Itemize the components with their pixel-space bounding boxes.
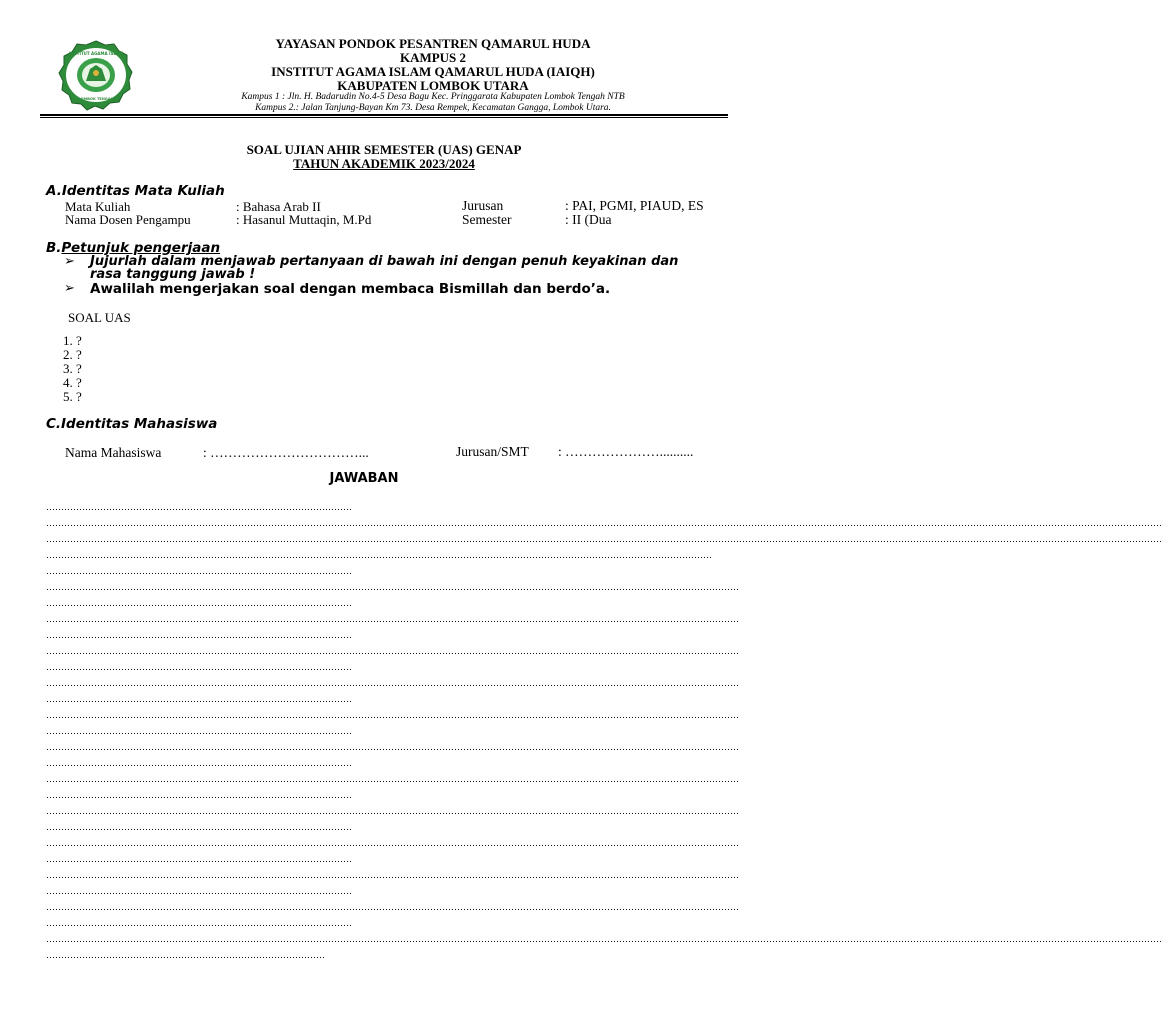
instruction-1-line-1: Jujurlah dalam menjawab pertanyaan di bawah ini dengan penuh keyakinan dan: [90, 254, 679, 269]
foundation-name: YAYASAN PONDOK PESANTREN QAMARUL HUDA: [275, 36, 591, 51]
lecturer-value: : Hasanul Muttaqin, M.Pd: [236, 212, 372, 227]
answer-line[interactable]: ……………………………………………………………………………………………………………………………………………………………………………………………………: [46, 550, 712, 560]
address-campus-2: Kampus 2.: Jalan Tanjung-Bayan Km 73. Desa Rempek, Kecamatan Gangga, Lombok Utara.: [255, 103, 611, 113]
question-item: 5. ?: [63, 389, 82, 404]
institute-logo: [48, 38, 144, 112]
answer-line[interactable]: …………………………………………………………………………………………: [46, 502, 352, 512]
institute-name: INSTITUT AGAMA ISLAM QAMARUL HUDA (IAIQH): [271, 64, 595, 79]
answer-line[interactable]: …………………………………………………………………………………………: [46, 822, 352, 832]
answer-line[interactable]: ……………………………………………………………………………………………………………………………………………………………………………………………………………: [46, 678, 739, 688]
section-c-heading: C.Identitas Mahasiswa: [46, 416, 218, 432]
question-item: 3. ?: [63, 361, 82, 376]
bullet-icon: ➢: [64, 254, 75, 269]
bullet-icon: ➢: [64, 281, 75, 296]
campus-name: KAMPUS 2: [399, 50, 467, 65]
semester-value: : II (Dua: [565, 212, 612, 227]
student-name-field[interactable]: : ……………………………...: [203, 445, 369, 460]
answer-line[interactable]: ……………………………………………………………………………………………………………………………………………………………………………………………………………: [46, 870, 739, 880]
section-a-heading: A.Identitas Mata Kuliah: [46, 183, 225, 199]
answer-line[interactable]: …………………………………………………………………………………………: [46, 694, 352, 704]
header-divider-thin: [40, 117, 728, 118]
lecturer-label: Nama Dosen Pengampu: [65, 212, 191, 227]
answer-line[interactable]: …………………………………………………………………………………………: [46, 630, 352, 640]
section-b-prefix: B.: [46, 240, 62, 256]
semester-label: Semester: [462, 212, 512, 227]
answer-line[interactable]: …………………………………………………………………………………………: [46, 758, 352, 768]
answer-line[interactable]: …………………………………………………………………………………………: [46, 726, 352, 736]
student-major-field[interactable]: : …………………..........: [558, 444, 694, 459]
exam-title: SOAL UJIAN AHIR SEMESTER (UAS) GENAP: [246, 142, 522, 157]
answer-line[interactable]: ……………………………………………………………………………………………………………………………………………………………………………………………………………: [46, 774, 739, 784]
course-value: : Bahasa Arab II: [236, 199, 321, 214]
answer-heading: JAWABAN: [329, 471, 399, 486]
answer-line[interactable]: …………………………………………………………………………………………………………………………………………………………………………………………………………………………………………………………………………………………………………………………………………: [46, 534, 1162, 544]
answer-line[interactable]: …………………………………………………………………………………………………………………………………………………………………………………………………………………………………………………………………………………………………………………………………………: [46, 518, 1162, 528]
answer-line[interactable]: …………………………………………………………………………………………: [46, 886, 352, 896]
instruction-1-line-2: rasa tanggung jawab !: [90, 267, 256, 282]
answer-line[interactable]: ……………………………………………………………………………………………………………………………………………………………………………………………………………: [46, 902, 739, 912]
student-major-label: Jurusan/SMT: [456, 444, 529, 459]
question-item: 2. ?: [63, 347, 82, 362]
answer-line[interactable]: ……………………………………………………………………………………………………………………………………………………………………………………………………………: [46, 646, 739, 656]
answer-line[interactable]: …………………………………………………………………………………………………………………………………………………………………………………………………………………………………………………………………………………………………………………………………………: [46, 934, 1162, 944]
answer-line[interactable]: …………………………………………………………………………………: [46, 950, 325, 960]
svg-text:LOMBOK TENGAH: LOMBOK TENGAH: [78, 97, 114, 101]
address-campus-1: Kampus 1 : Jln. H. Badarudin No.4-5 Desa Bagu Kec. Pringgarata Kabupaten Lombok Tengah NTB: [241, 92, 625, 102]
answer-line[interactable]: ……………………………………………………………………………………………………………………………………………………………………………………………………………: [46, 838, 739, 848]
answer-line[interactable]: ……………………………………………………………………………………………………………………………………………………………………………………………………………: [46, 582, 739, 592]
regency-name: KABUPATEN LOMBOK UTARA: [337, 78, 529, 93]
answer-line[interactable]: …………………………………………………………………………………………: [46, 854, 352, 864]
answer-line[interactable]: ……………………………………………………………………………………………………………………………………………………………………………………………………………: [46, 710, 739, 720]
answer-line[interactable]: …………………………………………………………………………………………: [46, 598, 352, 608]
answer-line[interactable]: …………………………………………………………………………………………: [46, 918, 352, 928]
major-value: : PAI, PGMI, PIAUD, ES: [565, 198, 704, 213]
instruction-2: Awalilah mengerjakan soal dengan membaca Bismillah dan berdo’a.: [90, 281, 611, 297]
major-label: Jurusan: [462, 198, 504, 213]
answer-line[interactable]: ……………………………………………………………………………………………………………………………………………………………………………………………………………: [46, 614, 739, 624]
section-b-title: Petunjuk pengerjaan: [61, 240, 221, 256]
academic-year: TAHUN AKADEMIK 2023/2024: [293, 156, 475, 171]
header-divider: [40, 114, 728, 116]
answer-line[interactable]: …………………………………………………………………………………………: [46, 662, 352, 672]
question-item: 4. ?: [63, 375, 82, 390]
course-label: Mata Kuliah: [65, 199, 131, 214]
question-item: 1. ?: [63, 333, 82, 348]
student-name-label: Nama Mahasiswa: [65, 445, 162, 460]
questions-heading: SOAL UAS: [68, 310, 131, 325]
svg-text:INSTITUT AGAMA ISLAM: INSTITUT AGAMA ISLAM: [69, 51, 123, 56]
answer-line[interactable]: …………………………………………………………………………………………: [46, 790, 352, 800]
answer-line[interactable]: …………………………………………………………………………………………: [46, 566, 352, 576]
answer-line[interactable]: ……………………………………………………………………………………………………………………………………………………………………………………………………………: [46, 742, 739, 752]
answer-line[interactable]: ……………………………………………………………………………………………………………………………………………………………………………………………………………: [46, 806, 739, 816]
